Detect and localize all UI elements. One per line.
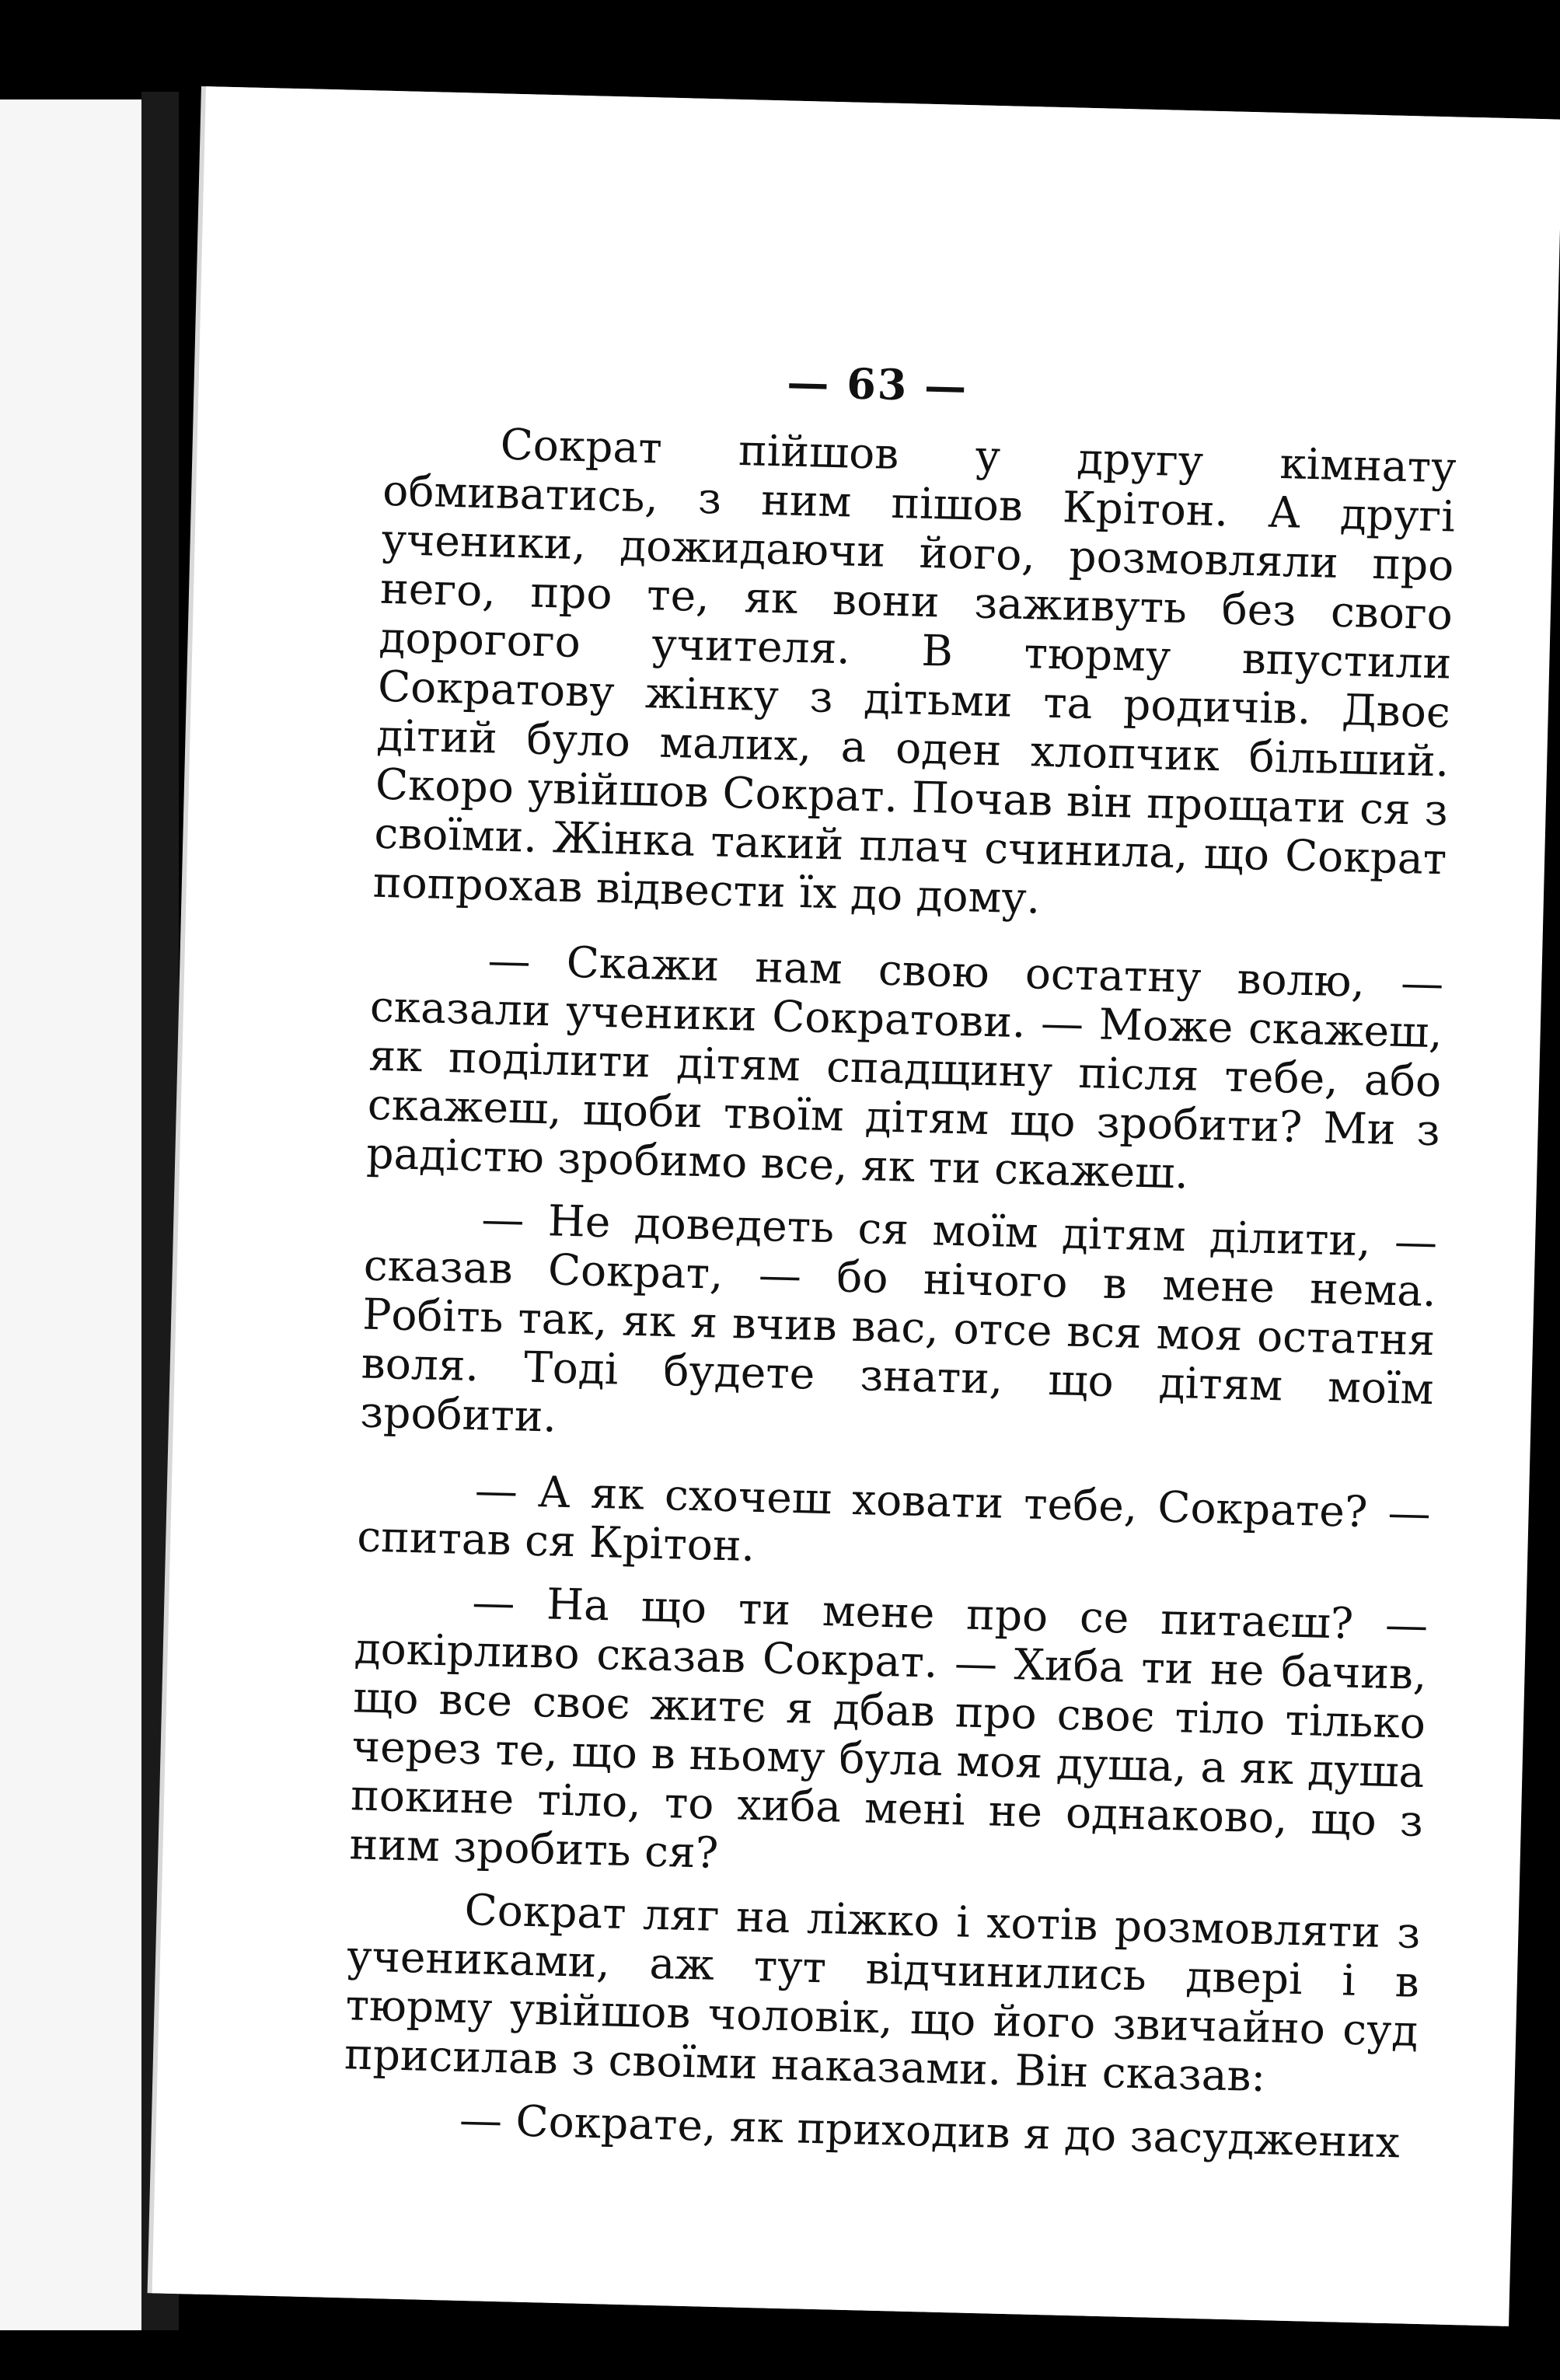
paragraph: Сократ ляг на ліжко і хотів розмовляти з учениками, аж тут відчинились двері і в тюрму увійшов чоловік, що його звичайно суд присилав з своїми наказами. Він сказав: [344,1884,1422,2102]
dialogue-paragraph: — Скажи нам свою остатну волю, — сказали ученики Сократови. — Може скажеш, як поділити дітям спадщину після тебе, або скажеш, щоби твоїм дітям що зробити? Ми з радістю зробимо все, як ти скажеш. [365,935,1445,1199]
page-number: — 63 — [786,357,968,412]
dialogue-paragraph: — Сократе, як приходив я до засуджених [459,2094,1401,2168]
page-text [342,417,1457,2168]
dialogue-paragraph: — А як схочеш ховати тебе, Сократе? — спитав ся Крітон. [356,1465,1432,1571]
dialogue-paragraph: — На що ти мене про се питаєш? — докірливо сказав Сократ. — Хиба ти не бачив, що все своє житє я дбав про своє тіло тілько через те, що в ньому була моя душа, а як душа покине тіло, то хиба мені не однаково, що з ним зробить ся? [348,1577,1429,1878]
book-page [152,86,1560,2326]
paragraph: Сократ пійшов у другу кімнату обмиватись, з ним пішов Крітон. А другі ученики, дожидаючи його, розмовляли про него, про те, як вони заживуть без свого дорогого учителя. В тюрму впустили Сократову жінку з дітьми та родичів. Двоє дітий було малих, а оден хлопчик більший. Скоро увійшов Сократ. Почав він прощати ся з своїми. Жінка такий плач счинила, що Сократ попрохав відвести їх до дому. [372,419,1457,923]
left-page-edge [0,99,141,2330]
dialogue-paragraph: — Не доведеть ся моїм дітям ділити, — сказав Сократ, — бо нічого в мене нема. Робіть так, як я вчив вас, отсе вся моя остатня воля. Тоді будете знати, що дітям моїм зробити. [359,1194,1438,1442]
